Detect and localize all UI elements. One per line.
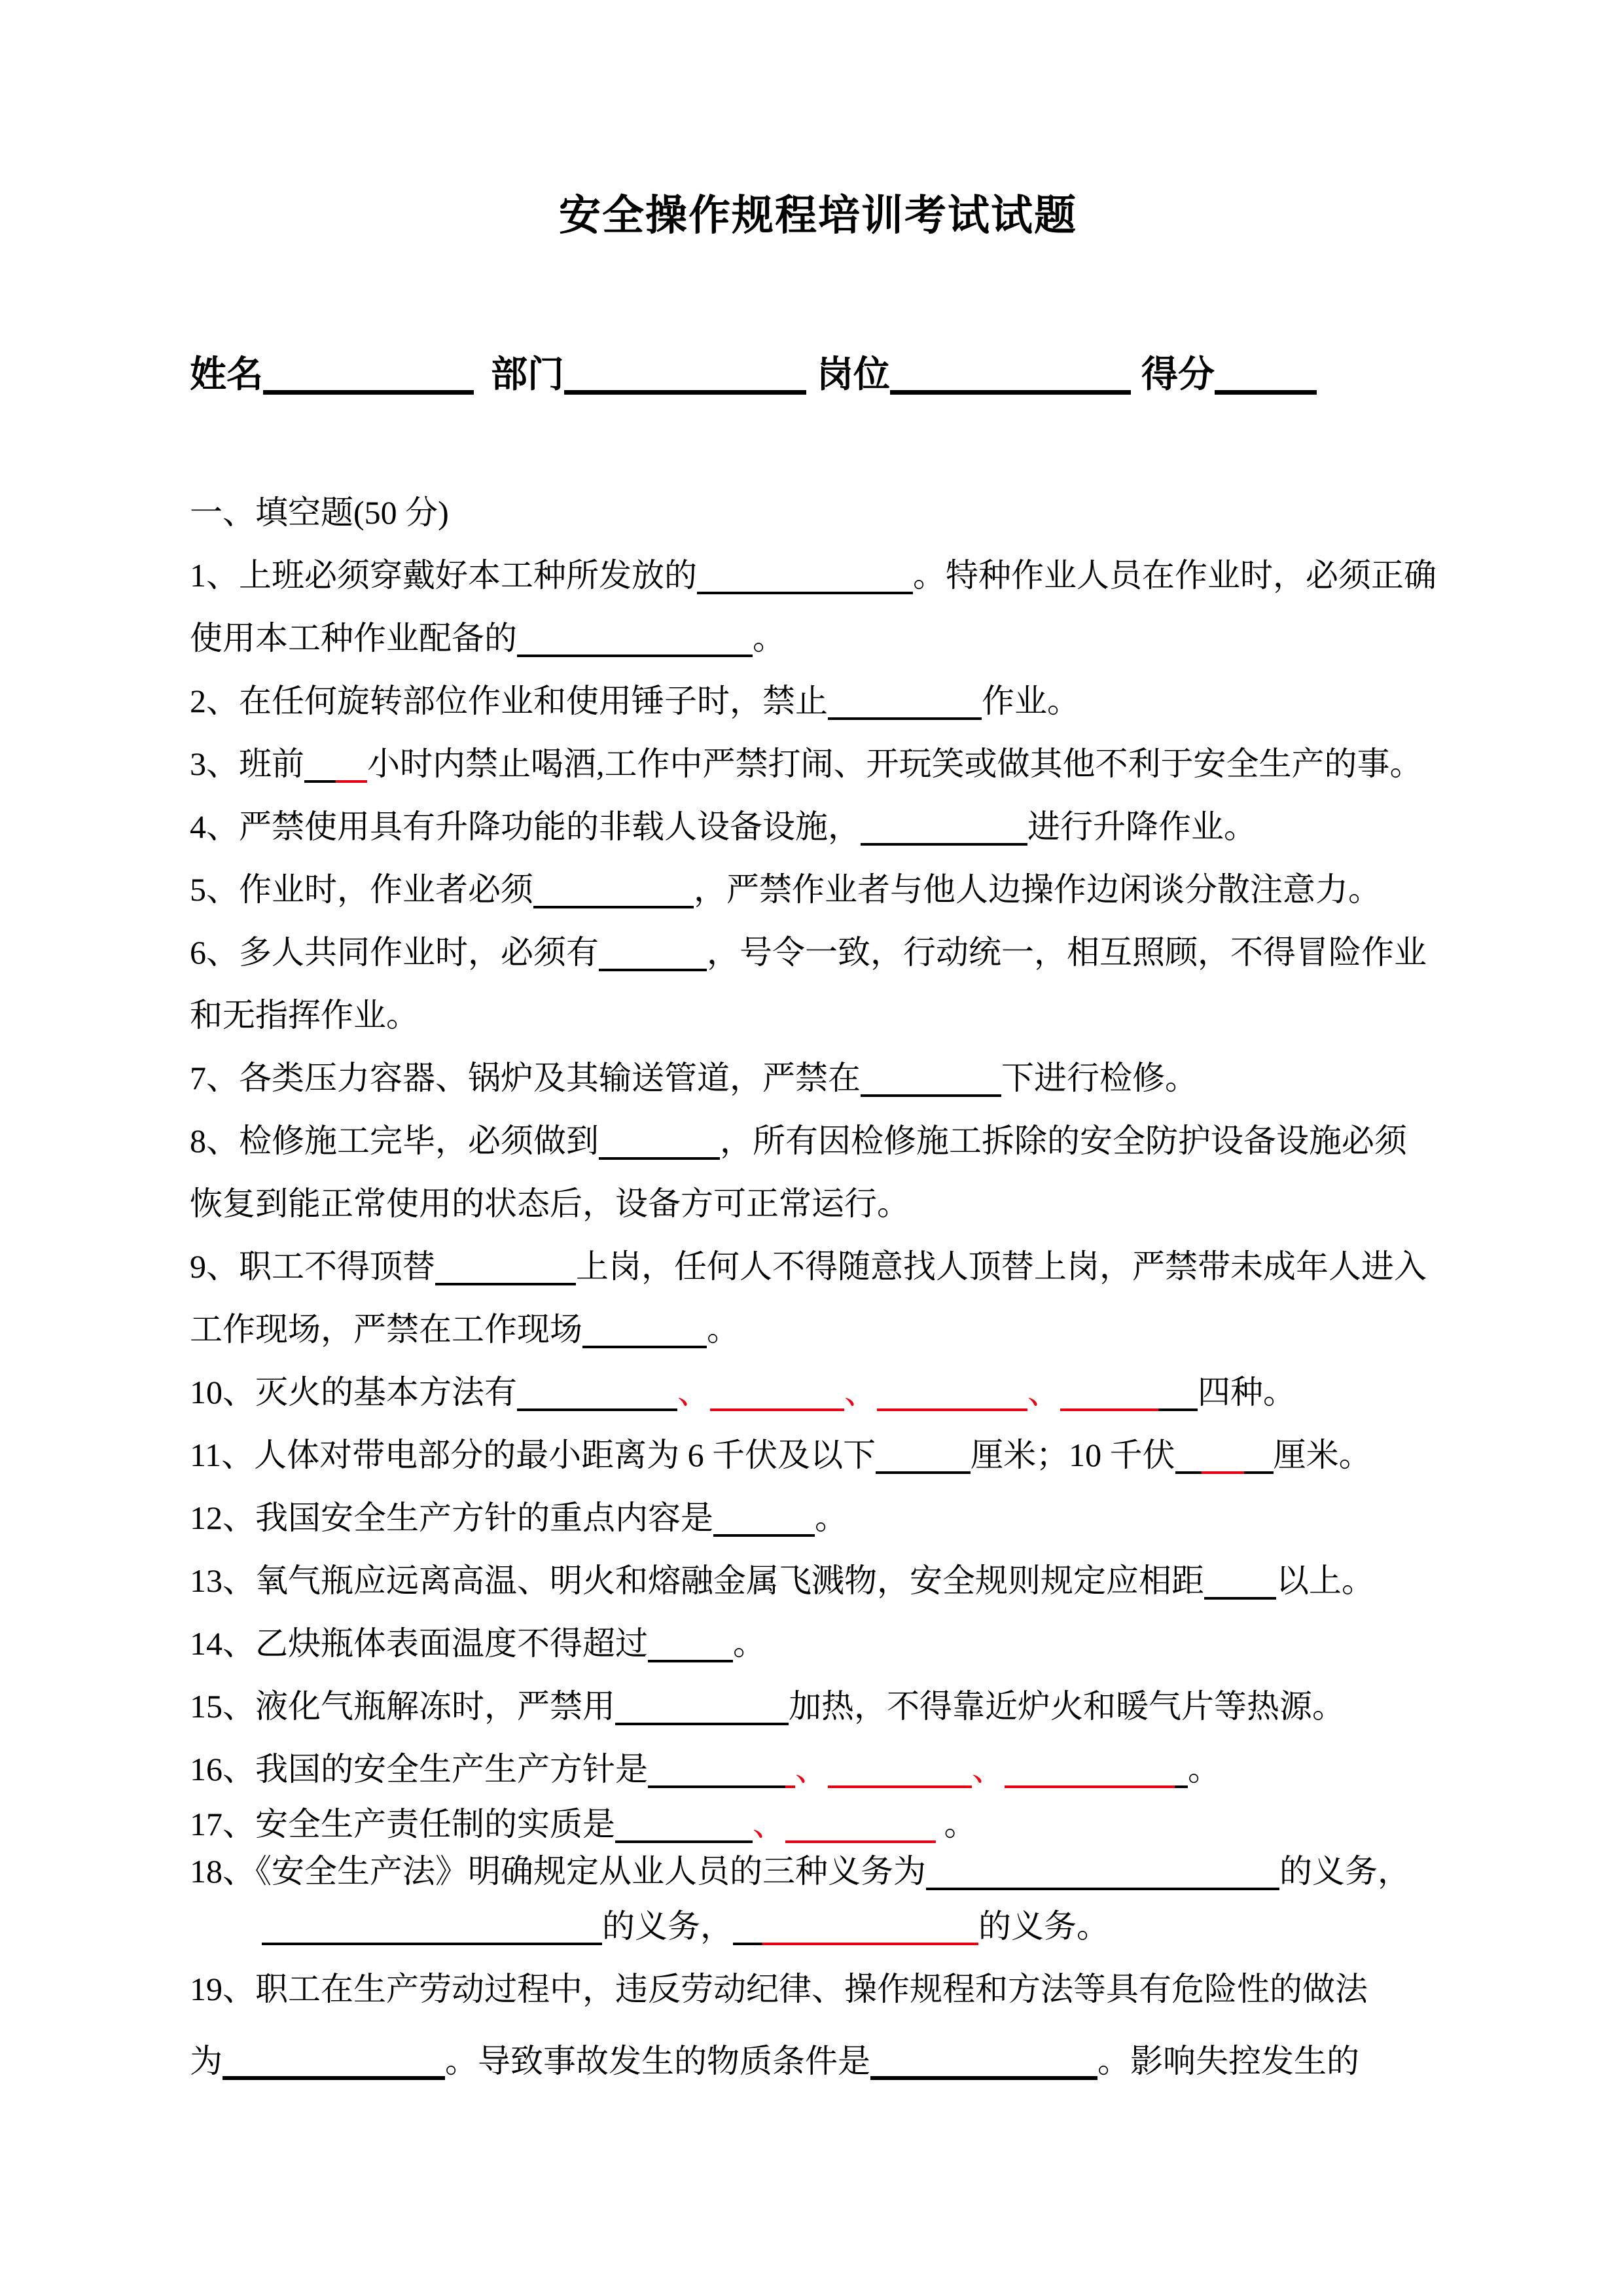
fill-blank [599, 960, 707, 971]
question-line [190, 732, 1446, 795]
question-text: 10、灭火的基本方法有 [190, 1374, 517, 1410]
fill-blank [876, 1462, 971, 1474]
question-line [190, 1801, 1446, 1848]
question-text: 、 [1027, 1374, 1060, 1410]
question-line [190, 1298, 1446, 1361]
question-text: 厘米；10 千伏 [971, 1437, 1175, 1473]
field-label-name: 姓名 [190, 355, 263, 395]
question-line [190, 1675, 1446, 1738]
question-line [190, 1848, 1446, 1895]
question-text: 加热，不得靠近炉火和暖气片等热源。 [789, 1688, 1345, 1725]
question-line [190, 984, 1446, 1047]
question-text: 。特种作业人员在作业时，必须正确 [913, 557, 1436, 594]
fill-blank [262, 1933, 602, 1945]
question-text: 以上。 [1276, 1562, 1374, 1599]
fill-blank [1005, 1776, 1175, 1788]
questions-list [190, 481, 1446, 2092]
question-text: 8、检修施工完毕，必须做到 [190, 1122, 599, 1159]
page-content [0, 193, 1623, 2092]
question-line [190, 921, 1446, 984]
question-text: ，严禁作业者与他人边操作边闲谈分散注意力。 [694, 871, 1381, 908]
question-text: ，所有因检修施工拆除的安全防护设备设施必须 [720, 1122, 1407, 1159]
question-text: 15、液化气瓶解冻时，严禁用 [190, 1688, 615, 1725]
question-text: 17、安全生产责任制的实质是 [190, 1806, 615, 1842]
question-line [190, 1549, 1446, 1612]
question-line [190, 1612, 1446, 1675]
fill-blank [733, 1933, 762, 1945]
fill-blank [615, 1713, 789, 1725]
question-line [190, 1235, 1446, 1298]
fill-blank [1202, 1462, 1244, 1474]
fill-blank [533, 897, 694, 908]
question-text: 。 [936, 1806, 977, 1842]
fill-blank [870, 2067, 1097, 2080]
question-text: 四种。 [1198, 1374, 1296, 1410]
fill-blank [336, 771, 367, 783]
question-line [190, 544, 1446, 607]
document-title: 安全操作规程培训考试试题 [559, 192, 1077, 239]
question-text: 工作现场，严禁在工作现场 [190, 1311, 582, 1348]
question-text: 上岗，任何人不得随意找人顶替上岗，严禁带未成年人进入 [576, 1248, 1427, 1285]
question-text: 、 [677, 1374, 710, 1410]
field-blank-position [890, 381, 1131, 395]
question-text: 2、在任何旋转部位作业和使用锤子时，禁止 [190, 683, 828, 719]
question-text: 下进行检修。 [1001, 1060, 1198, 1096]
question-text: 使用本工种作业配备的 [190, 620, 517, 656]
question-line [190, 670, 1446, 732]
question-text: ，号令一致，行动统一，相互照顾，不得冒险作业 [707, 934, 1427, 971]
field-blank-name [263, 381, 474, 395]
question-line [190, 1958, 1446, 2020]
question-line [190, 2030, 1446, 2092]
question-line [190, 1895, 1446, 1958]
question-text: 。 [1188, 1751, 1221, 1787]
question-text: 14、乙炔瓶体表面温度不得超过 [190, 1625, 648, 1662]
question-line [190, 1047, 1446, 1109]
fill-blank [648, 1651, 733, 1662]
question-text: 。 [733, 1625, 766, 1662]
question-text: 、 [972, 1751, 1005, 1787]
field-label-score: 得分 [1141, 355, 1215, 395]
fill-blank [785, 1831, 936, 1843]
question-line [190, 795, 1446, 858]
question-line [190, 607, 1446, 670]
fill-blank [710, 1399, 844, 1411]
question-text: 小时内禁止喝酒,工作中严禁打闹、开玩笑或做其他不利于安全生产的事。 [367, 745, 1423, 782]
question-line [190, 1109, 1446, 1172]
fill-blank [599, 1148, 720, 1160]
question-text: 恢复到能正常使用的状态后，设备方可正常运行。 [190, 1185, 910, 1222]
question-text: 的义务， [1279, 1853, 1410, 1890]
question-text: 厘米。 [1273, 1437, 1372, 1473]
fill-blank [785, 1776, 795, 1788]
question-line [190, 1486, 1446, 1549]
fill-blank [926, 1878, 1279, 1890]
fill-blank [828, 1776, 972, 1788]
question-text: 13、氧气瓶应远离高温、明火和熔融金属飞溅物，安全规则规定应相距 [190, 1562, 1204, 1599]
question-text: 为 [190, 2043, 223, 2079]
fill-blank [1244, 1462, 1274, 1474]
question-text: 。 [815, 1499, 847, 1536]
field-label-position: 岗位 [817, 355, 890, 395]
question-text: 作业。 [982, 683, 1080, 719]
student-info-row [190, 353, 1446, 397]
fill-blank [517, 1399, 677, 1411]
field-blank-department [564, 381, 806, 395]
question-text: 。导致事故发生的物质条件是 [445, 2043, 870, 2079]
question-text: 1、上班必须穿戴好本工种所发放的 [190, 557, 697, 594]
question-text: 。影响失控发生的 [1097, 2043, 1359, 2079]
question-text: 12、我国安全生产方针的重点内容是 [190, 1499, 713, 1536]
fill-blank [1060, 1399, 1158, 1411]
question-text: 9、职工不得顶替 [190, 1248, 435, 1285]
question-line [190, 1738, 1446, 1801]
question-text: 的义务。 [978, 1908, 1109, 1945]
fill-blank [713, 1525, 815, 1537]
question-text: 、 [844, 1374, 877, 1410]
fill-blank [861, 1085, 1001, 1097]
fill-blank [861, 834, 1027, 846]
question-line [190, 1424, 1446, 1486]
question-text: 、 [753, 1806, 785, 1842]
question-text: 4、严禁使用具有升降功能的非载人设备设施， [190, 808, 861, 845]
question-text: 11、人体对带电部分的最小距离为 6 千伏及以下 [190, 1437, 876, 1473]
fill-blank [223, 2067, 445, 2080]
question-line [190, 1361, 1446, 1424]
question-text: 一、填空题(50 分) [190, 494, 449, 531]
fill-blank [762, 1933, 978, 1945]
fill-blank [1204, 1588, 1276, 1600]
fill-blank [697, 583, 913, 594]
question-text: 3、班前 [190, 745, 304, 782]
question-text: 7、各类压力容器、锅炉及其输送管道，严禁在 [190, 1060, 861, 1096]
question-text: 。 [707, 1311, 740, 1348]
question-text: 18、《安全生产法》明确规定从业人员的三种义务为 [190, 1853, 926, 1890]
question-text: 19、职工在生产劳动过程中，违反劳动纪律、操作规程和方法等具有危险性的做法 [190, 1971, 1368, 2007]
fill-blank [435, 1274, 576, 1285]
fill-blank [1175, 1776, 1188, 1788]
fill-blank [877, 1399, 1027, 1411]
question-line [190, 1172, 1446, 1235]
question-text: 16、我国的安全生产生产方针是 [190, 1751, 648, 1787]
question-text: 。 [753, 620, 785, 656]
fill-blank [1175, 1462, 1202, 1474]
fill-blank [304, 771, 336, 783]
question-text: 进行升降作业。 [1027, 808, 1257, 845]
question-line [190, 858, 1446, 921]
fill-blank [1158, 1399, 1198, 1411]
fill-blank [582, 1336, 707, 1348]
field-blank-score [1215, 381, 1317, 395]
field-label-department: 部门 [491, 355, 564, 395]
fill-blank [828, 708, 982, 720]
question-text: 、 [795, 1751, 828, 1787]
question-text: 的义务， [602, 1908, 733, 1945]
section-heading [190, 481, 1446, 544]
question-text: 5、作业时，作业者必须 [190, 871, 533, 908]
question-text: 6、多人共同作业时，必须有 [190, 934, 599, 971]
question-text: 和无指挥作业。 [190, 997, 419, 1033]
fill-blank [648, 1776, 785, 1788]
fill-blank [615, 1831, 753, 1843]
fill-blank [517, 645, 753, 657]
